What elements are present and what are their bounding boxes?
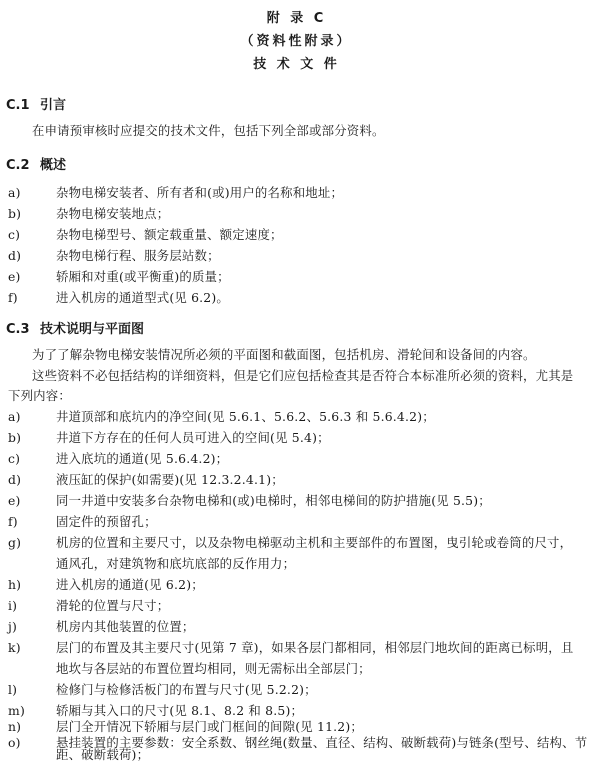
list-item [8, 225, 283, 243]
list-item-text: 机房的位置和主要尺寸，以及杂物电梯驱动主机和主要部件的布置图，曳引轮或卷筒的尺寸， [56, 535, 573, 550]
list-item-label: c) [8, 227, 21, 242]
list-item-text: 层门全开情况下轿厢与层门或门框间的间隙(见 11.2)； [56, 719, 363, 734]
list-item-label: m) [8, 703, 25, 718]
list-item-text: 杂物电梯安装者、所有者和(或)用户的名称和地址； [56, 185, 344, 200]
list-item-label: h) [8, 577, 22, 592]
list-item-text: 液压缸的保护(如需要)(见 12.3.2.4.1)； [56, 472, 284, 487]
list-item [8, 512, 157, 530]
list-item [8, 428, 330, 446]
list-item-label: f) [8, 290, 18, 305]
section-number: C.2 [6, 158, 30, 173]
list-item-text: 检修门与检修活板门的布置与尺寸(见 5.2.2)； [56, 682, 317, 697]
list-item-text: 层门的布置及其主要尺寸(见第 7 章)，如果各层门都相同，相邻层门地坎间的距离已标明，且 [56, 640, 574, 655]
list-item-label: b) [8, 206, 22, 221]
list-item [8, 204, 169, 222]
list-item [8, 491, 491, 509]
section-c3-intro-2-cont: 下列内容： [8, 388, 71, 403]
list-item-label: o) [8, 735, 21, 750]
list-item-text: 固定件的预留孔； [56, 514, 157, 529]
list-item-label: e) [8, 269, 21, 284]
list-item-label: c) [8, 451, 21, 466]
list-item [8, 449, 228, 467]
list-item-text: 轿厢与其入口的尺寸(见 8.1、8.2 和 8.5)； [56, 703, 304, 718]
list-item [8, 596, 169, 614]
list-item-label: i) [8, 598, 18, 613]
list-item-label: a) [8, 409, 21, 424]
section-number: C.3 [6, 322, 30, 337]
list-item-text: 轿厢和对重(或平衡重)的质量； [56, 269, 230, 284]
section-c3-heading [6, 318, 144, 337]
section-title: 引言 [40, 98, 67, 113]
list-item-label: d) [8, 472, 22, 487]
list-item-text: 进入机房的通道型式(见 6.2)。 [56, 290, 230, 305]
list-item-text: 机房内其他装置的位置； [56, 619, 195, 634]
list-item-text: 进入底坑的通道(见 5.6.4.2)； [56, 451, 229, 466]
list-item-label: f) [8, 514, 18, 529]
list-item-label: k) [8, 640, 21, 655]
list-item [8, 288, 229, 306]
list-item-text: 同一井道中安装多台杂物电梯和(或)电梯时，相邻电梯间的防护措施(见 5.5)； [56, 493, 491, 508]
list-item-label: l) [8, 682, 18, 697]
list-item-text: 悬挂装置的主要参数：安全系数、钢丝绳(数量、直径、结构、破断载荷)与链条(型号、结构、节 [56, 735, 588, 750]
list-item-label: g) [8, 535, 22, 550]
list-item-text: 杂物电梯行程、服务层站数； [56, 248, 220, 263]
list-item [8, 267, 230, 285]
list-item-label: e) [8, 493, 21, 508]
section-title: 技术说明与平面图 [40, 322, 145, 337]
list-item [8, 680, 317, 698]
list-item-text: 进入机房的通道(见 6.2)； [56, 577, 204, 592]
appendix-heading: 附 录 C [266, 11, 327, 26]
section-c2-heading [6, 154, 66, 173]
list-item-label: a) [8, 185, 21, 200]
appendix-nature: （资料性附录） [240, 34, 353, 49]
list-item [8, 617, 195, 635]
list-item-label: j) [8, 619, 18, 634]
section-c3-intro-2: 这些资料不必包括结构的详细资料，但是它们应包括检查其是否符合本标准所必须的资料，尤其是 [32, 368, 574, 383]
list-item-text: 井道下方存在的任何人员可进入的空间(见 5.4)； [56, 430, 330, 445]
list-item-text: 杂物电梯型号、额定载重量、额定速度； [56, 227, 283, 242]
list-item-label: b) [8, 430, 22, 445]
list-item [8, 638, 573, 656]
section-c1-heading [6, 94, 66, 113]
list-item-label: d) [8, 248, 22, 263]
section-number: C.1 [6, 98, 30, 113]
list-item-continuation: 距、破断载荷)； [56, 747, 150, 762]
section-c3-intro: 为了了解杂物电梯安装情况所必须的平面图和截面图，包括机房、滑轮间和设备间的内容。 [32, 347, 536, 362]
list-item [8, 575, 204, 593]
section-c1-text: 在申请预审核时应提交的技术文件，包括下列全部或部分资料。 [32, 123, 385, 138]
list-item-text: 杂物电梯安装地点； [56, 206, 170, 221]
list-item [8, 183, 343, 201]
list-item [8, 407, 435, 425]
list-item [8, 246, 220, 264]
list-item-continuation: 地坎与各层站的布置位置均相同，则无需标出全部层门； [56, 661, 371, 676]
list-item [8, 470, 284, 488]
list-item [8, 533, 572, 551]
appendix-title: 技 术 文 件 [253, 57, 340, 72]
section-title: 概述 [40, 158, 67, 173]
list-item-text: 滑轮的位置与尺寸； [56, 598, 170, 613]
list-item-continuation: 通风孔，对建筑物和底坑底部的反作用力； [56, 556, 296, 571]
list-item-text: 井道顶部和底坑内的净空间(见 5.6.1、5.6.2、5.6.3 和 5.6.4.2)； [56, 409, 435, 424]
list-item-label: n) [8, 719, 22, 734]
